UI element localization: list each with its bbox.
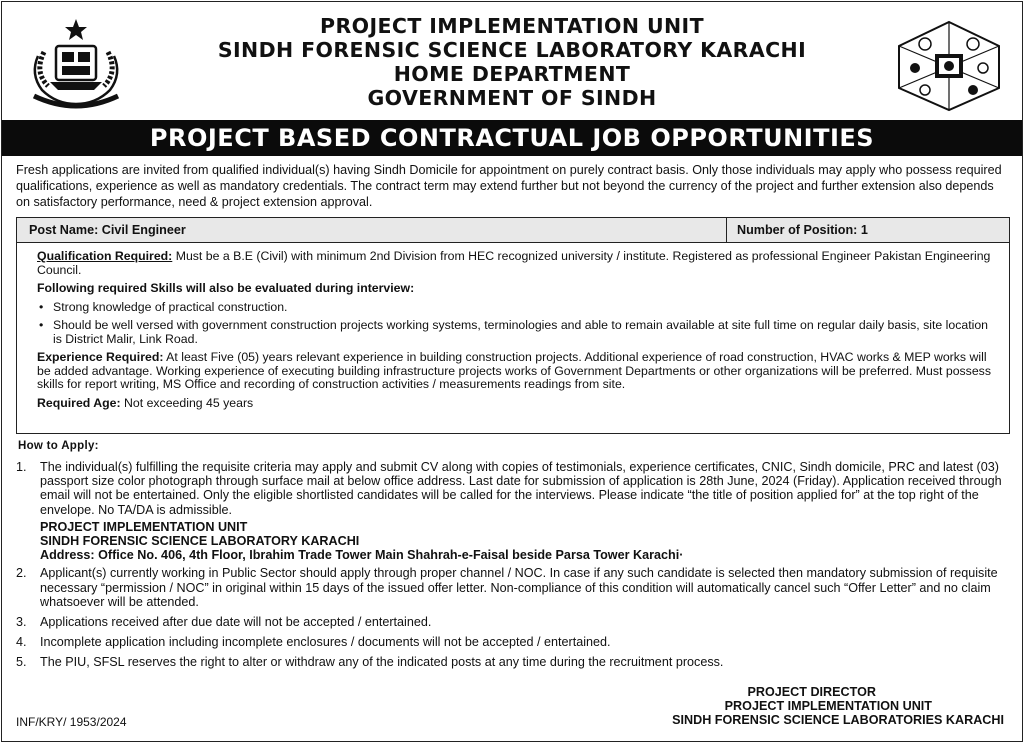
header-line: SINDH FORENSIC SCIENCE LABORATORY KARACHI [217, 38, 807, 62]
step-text: Incomplete application including incomplete enclosures / documents will not be accepted / entertained. [40, 635, 611, 650]
age-section [37, 397, 995, 411]
post-name: Post Name: Civil Engineer [17, 218, 727, 242]
age-label: Required Age: [37, 395, 121, 410]
step-number: 3. [16, 615, 27, 630]
job-banner [2, 120, 1022, 156]
list-item [16, 655, 1010, 669]
post-body [17, 243, 1009, 410]
step-number: 1. [16, 460, 27, 474]
forensic-laboratory-hexagon-logo-icon [895, 20, 1003, 112]
age-text: Not exceeding 45 years [120, 395, 254, 410]
office-address [16, 520, 1010, 563]
header [2, 2, 1022, 120]
step-text: The individual(s) fulfilling the requisite criteria may apply and submit CV along with copies of testimonials, experience certificates, CNIC, Sindh domicile, PRC and latest (03) passport size color photograph through surface mail at below office address. Last date for submission of application is 28th June, 2024 (Friday). Application received through email will not be entertained. Only the eligible shortlisted candidates will be called for the interviews. Please indicate “the title of position applied for” at the top right of the envelope. No TA/DA is admissible. [40, 460, 1002, 517]
signature-line: PROJECT DIRECTOR [747, 685, 876, 699]
reference-number: INF/KRY/ 1953/2024 [16, 715, 127, 729]
experience-label: Experience Required: [37, 350, 164, 364]
header-line: PROJECT IMPLEMENTATION UNIT [320, 14, 704, 38]
header-line: GOVERNMENT OF SINDH [367, 86, 657, 110]
step-number: 2. [16, 566, 27, 581]
signature-line: SINDH FORENSIC SCIENCE LABORATORIES KARACHI [672, 713, 1004, 728]
skill-item: • Should be well versed with government construction projects working systems, terminologies and able to remain available at site full time on regular daily basis, site location is District Malir, Link Road. [37, 319, 995, 346]
step-number: 4. [16, 635, 27, 650]
post-details-box [16, 217, 1010, 434]
qualification-label: Qualification Required: [37, 249, 173, 263]
list-item [16, 635, 1010, 649]
skills-heading: Following required Skills will also be evaluated during interview: [37, 281, 415, 295]
header-line: HOME DEPARTMENT [393, 62, 631, 86]
qualification-text: Must be a B.E (Civil) with minimum 2nd Division from HEC recognized university / institute. Registered as professional Engineer Pakistan Engineering Council. [37, 249, 991, 277]
post-header-row [17, 218, 1009, 243]
job-advertisement [1, 1, 1023, 742]
address-line: PROJECT IMPLEMENTATION UNIT [40, 519, 248, 534]
address-line: Address: Office No. 406, 4th Floor, Ibrahim Trade Tower Main Shahrah-e-Faisal beside Parsa Tower Karachi· [40, 548, 684, 563]
address-line: SINDH FORENSIC SCIENCE LABORATORY KARACHI [40, 534, 360, 549]
step-text: Applicant(s) currently working in Public Sector should apply through proper channel / NOC. In case if any such candidate is selected then mandatory submission of requisite necessary “permission / NOC” in original within 15 days of the issued offer letter. Non-compliance of this condition will automatically cancel such “Offer Letter” and no claim whatsoever will be attended. [40, 566, 998, 609]
header-titles [142, 14, 882, 110]
list-item [16, 566, 1010, 609]
how-to-apply-heading: How to Apply: [18, 440, 99, 452]
intro-paragraph: Fresh applications are invited from qualified individual(s) having Sindh Domicile for appointment on purely contract basis. Only those individuals may apply who possess required qualifications, experience as well as mandatory credentials. The contract term may extend further but not beyond the currency of the project and further extension also depends on satisfactory performance, need & project extension approval. [16, 163, 1002, 209]
step-text: The PIU, SFSL reserves the right to alter or withdraw any of the indicated posts at any time during the recruitment process. [40, 655, 724, 670]
list-item [16, 615, 1010, 629]
application-steps [16, 460, 1010, 676]
list-item [16, 460, 1010, 517]
step-text: Applications received after due date will not be accepted / entertained. [40, 615, 432, 630]
signature-line: PROJECT IMPLEMENTATION UNIT [724, 699, 932, 714]
experience-section [37, 351, 995, 392]
banner-title: PROJECT BASED CONTRACTUAL JOB OPPORTUNITIES [149, 124, 875, 152]
government-of-sindh-emblem-icon [20, 16, 132, 114]
signature-block [672, 685, 1004, 728]
step-number: 5. [16, 655, 27, 670]
position-count: Number of Position: 1 [737, 223, 868, 237]
skill-item: • Strong knowledge of practical construction. [37, 301, 995, 315]
experience-text: At least Five (05) years relevant experience in building construction projects. Additional experience of road construction, HVAC works & MEP works will be added advantage. Working experience of executing building infrastructure projects works of Government Departments or other organizations will be preferred. Must possess skills for report writing, MS Office and recording of construction activities / measurements readings from site. [37, 350, 991, 391]
qualification-section [37, 250, 995, 277]
